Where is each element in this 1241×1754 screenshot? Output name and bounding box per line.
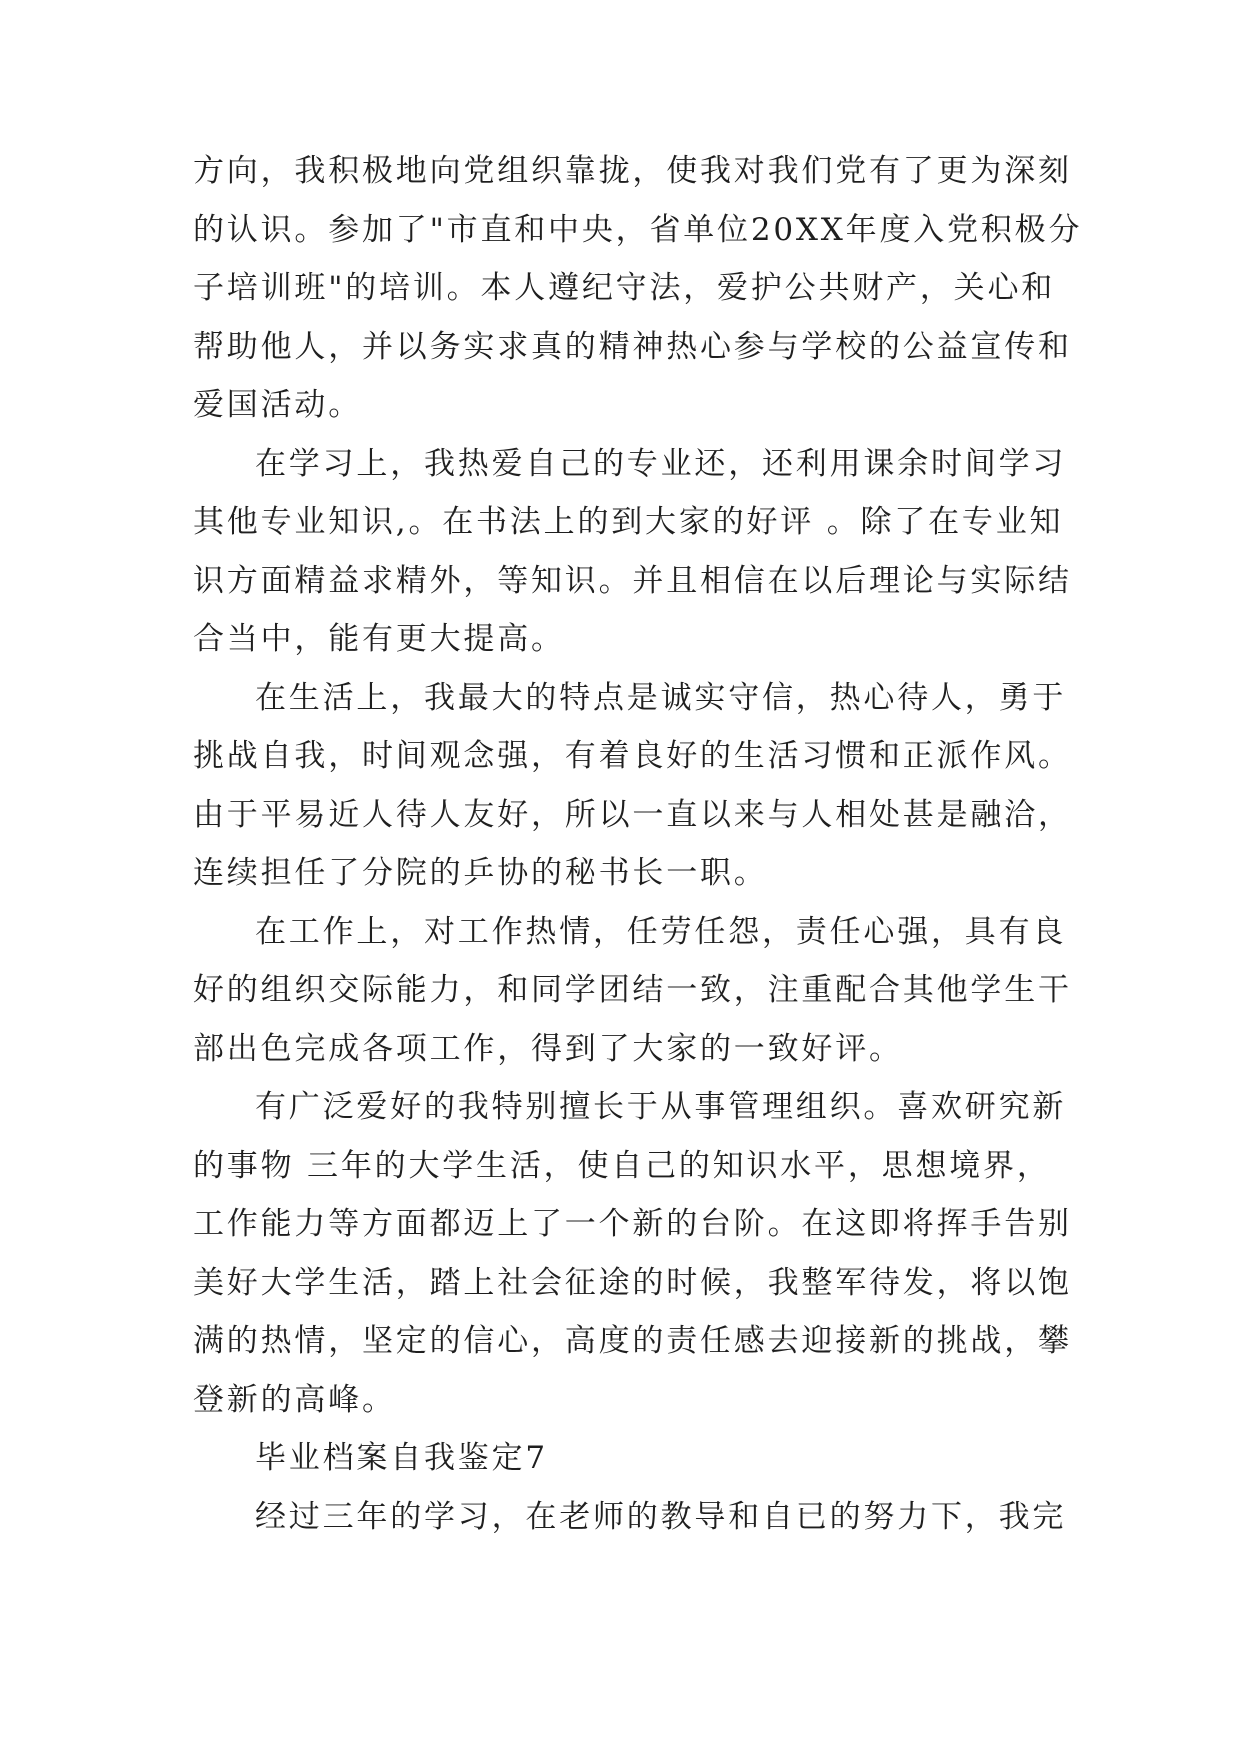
section-heading	[193, 1429, 1053, 1488]
text-line: 部出色完成各项工作，得到了大家的一致好评。	[193, 1030, 903, 1067]
paragraph-study	[193, 435, 1072, 669]
text-line: 挑战自我，时间观念强，有着良好的生活习惯和正派作风。	[193, 738, 1072, 774]
text-line: 连续担任了分院的乒协的秘书长一职。	[193, 855, 768, 891]
text-line: 美好大学生活，踏上社会征途的时候，我整军待发，将以饱	[193, 1264, 1072, 1301]
text-line: 子培训班"的培训。本人遵纪守法，爱护公共财产，关心和	[193, 270, 1056, 306]
text-line: 有广泛爱好的我特别擅长于从事管理组织。喜欢研究新	[255, 1089, 1067, 1125]
text-line: 爱国活动。	[193, 387, 362, 423]
paragraph-life	[193, 669, 1072, 903]
text-line: 其他专业知识,。在书法上的到大家的好评 。除了在专业知	[193, 504, 1064, 540]
paragraph	[193, 142, 1083, 435]
text-line: 合当中，能有更大提高。	[193, 621, 565, 657]
document-body	[193, 142, 1083, 1546]
text-line: 帮助他人，并以务实求真的精神热心参与学校的公益宣传和	[193, 328, 1072, 365]
paragraph-next	[193, 1488, 1067, 1547]
text-line: 方向，我积极地向党组织靠拢，使我对我们党有了更为深刻	[193, 153, 1072, 189]
text-line: 经过三年的学习，在老师的教导和自已的努力下，我完	[255, 1498, 1067, 1535]
paragraph-work	[193, 903, 1072, 1079]
text-line: 识方面精益求精外，等知识。并且相信在以后理论与实际结	[193, 562, 1072, 599]
text-line: 的认识。参加了"市直和中央，省单位20XX年度入党积极分	[193, 211, 1083, 248]
text-line: 由于平易近人待人友好，所以一直以来与人相处甚是融洽，	[193, 796, 1072, 833]
text-line: 的事物 三年的大学生活，使自己的知识水平，思想境界，	[193, 1147, 1051, 1184]
text-line: 满的热情，坚定的信心，高度的责任感去迎接新的挑战，攀	[193, 1323, 1072, 1359]
text-line: 好的组织交际能力，和同学团结一致，注重配合其他学生干	[193, 972, 1072, 1008]
text-line: 在工作上，对工作热情，任劳任怨，责任心强，具有良	[255, 913, 1067, 950]
paragraph-hobbies	[193, 1078, 1072, 1429]
text-line: 工作能力等方面都迈上了一个新的台阶。在这即将挥手告别	[193, 1206, 1072, 1242]
text-line: 在学习上，我热爱自己的专业还，还利用课余时间学习	[255, 445, 1067, 482]
heading-text: 毕业档案自我鉴定7	[255, 1440, 548, 1476]
text-line: 在生活上，我最大的特点是诚实守信，热心待人，勇于	[255, 679, 1067, 716]
text-line: 登新的高峰。	[193, 1381, 396, 1418]
